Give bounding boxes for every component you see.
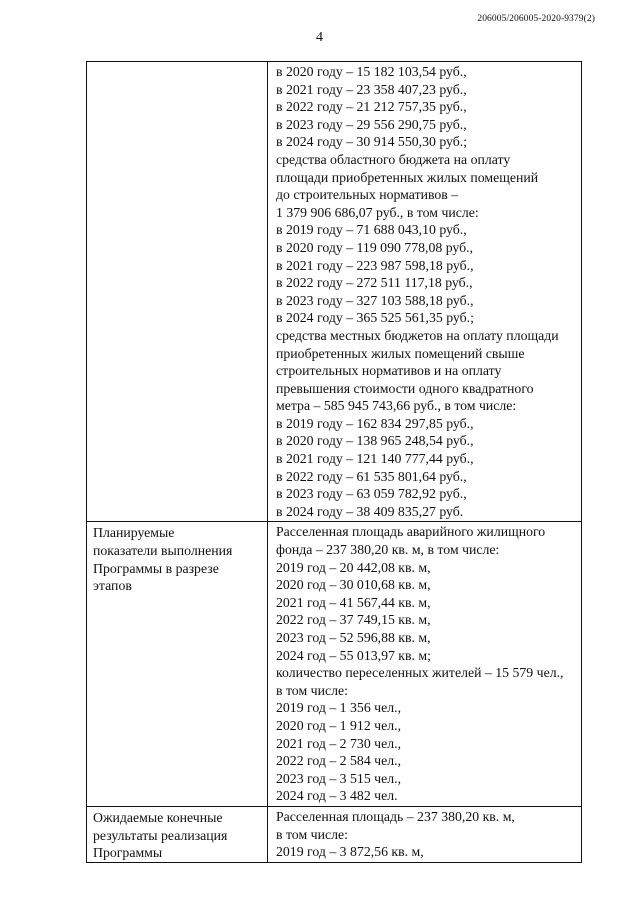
value-line: строительных нормативов и на оплату xyxy=(276,363,502,379)
value-line: метра – 585 945 743,66 руб., в том числе: xyxy=(276,398,517,414)
value-line: в 2023 году – 29 556 290,75 руб., xyxy=(276,116,467,132)
document-code: 206005/206005-2020-9379(2) xyxy=(477,14,595,24)
value-line: 2021 год – 2 730 чел., xyxy=(276,735,402,751)
value-line: 2019 год – 20 442,08 кв. м, xyxy=(276,559,431,575)
row-label-line: Планируемые xyxy=(93,525,175,541)
page-number: 4 xyxy=(316,30,323,45)
value-line: 2020 год – 1 912 чел., xyxy=(276,717,402,733)
value-line: в 2020 году – 119 090 778,08 руб., xyxy=(276,239,474,255)
value-line: до строительных нормативов – xyxy=(276,187,459,203)
value-line: 2023 год – 3 515 чел., xyxy=(276,770,402,786)
value-line: превышения стоимости одного квадратного xyxy=(276,380,534,396)
row-label-cell xyxy=(87,522,268,807)
value-line: 2024 год – 55 013,97 кв. м; xyxy=(276,647,431,663)
value-line: в 2024 году – 30 914 550,30 руб.; xyxy=(276,134,468,150)
value-line: в 2019 году – 71 688 043,10 руб., xyxy=(276,222,467,238)
value-line: в 2020 году – 15 182 103,54 руб., xyxy=(276,64,467,79)
value-line: Расселенная площадь – 237 380,20 кв. м, xyxy=(276,808,515,824)
row-value-cell xyxy=(268,522,582,807)
row-value-cell xyxy=(268,62,582,522)
row-label-line: Программы в разрезе xyxy=(93,560,219,576)
table-row xyxy=(87,522,582,807)
value-line: 2024 год – 3 482 чел. xyxy=(276,788,398,804)
program-passport-table xyxy=(86,61,582,863)
value-line: в 2022 году – 61 535 801,64 руб., xyxy=(276,468,467,484)
value-line: средства областного бюджета на оплату xyxy=(276,151,511,167)
value-line: 2023 год – 52 596,88 кв. м, xyxy=(276,630,431,645)
row-label-line: результаты реализация xyxy=(93,827,228,843)
value-line: приобретенных жилых помещений свыше xyxy=(276,345,525,361)
row-label-line: этапов xyxy=(93,578,132,594)
value-line: 2021 год – 41 567,44 кв. м, xyxy=(276,594,431,610)
value-line: площади приобретенных жилых помещений xyxy=(276,169,539,185)
value-line: в 2021 году – 223 987 598,18 руб., xyxy=(276,257,474,273)
value-line: 2022 год – 37 749,15 кв. м, xyxy=(276,612,431,628)
row-value-cell xyxy=(268,806,582,862)
value-line: 2019 год – 3 872,56 кв. м, xyxy=(276,844,424,860)
value-line: в 2021 году – 23 358 407,23 руб., xyxy=(276,81,467,97)
value-line: фонда – 237 380,20 кв. м, в том числе: xyxy=(276,542,500,558)
value-line: 2019 год – 1 356 чел., xyxy=(276,700,402,716)
value-line: в 2022 году – 272 511 117,18 руб., xyxy=(276,275,473,291)
row-label-cell xyxy=(87,62,268,522)
value-line: 2020 год – 30 010,68 кв. м, xyxy=(276,577,431,593)
value-line: средства местных бюджетов на оплату площади xyxy=(276,327,559,343)
row-label-cell xyxy=(87,806,268,862)
row-label-line: Программы xyxy=(93,845,163,861)
value-line: в том числе: xyxy=(276,826,348,842)
table-row xyxy=(87,62,582,522)
value-line: в 2023 году – 63 059 782,92 руб., xyxy=(276,486,467,502)
value-line: в 2020 году – 138 965 248,54 руб., xyxy=(276,433,474,449)
value-line: количество переселенных жителей – 15 579 чел., xyxy=(276,665,564,681)
table-row xyxy=(87,806,582,862)
value-line: в 2024 году – 38 409 835,27 руб. xyxy=(276,503,464,519)
row-label-line: показатели выполнения xyxy=(93,543,233,559)
value-line: 2022 год – 2 584 чел., xyxy=(276,753,402,769)
table-body xyxy=(87,62,582,863)
value-line: в 2023 году – 327 103 588,18 руб., xyxy=(276,292,474,308)
value-line: 1 379 906 686,07 руб., в том числе: xyxy=(276,204,479,220)
value-line: Расселенная площадь аварийного жилищного xyxy=(276,524,546,540)
value-line: в 2022 году – 21 212 757,35 руб., xyxy=(276,99,467,115)
row-label-line: Ожидаемые конечные xyxy=(93,809,223,825)
value-line: в 2019 году – 162 834 297,85 руб., xyxy=(276,415,474,431)
value-line: в 2021 году – 121 140 777,44 руб., xyxy=(276,451,474,467)
value-line: в том числе: xyxy=(276,682,348,698)
value-line: в 2024 году – 365 525 561,35 руб.; xyxy=(276,310,474,326)
